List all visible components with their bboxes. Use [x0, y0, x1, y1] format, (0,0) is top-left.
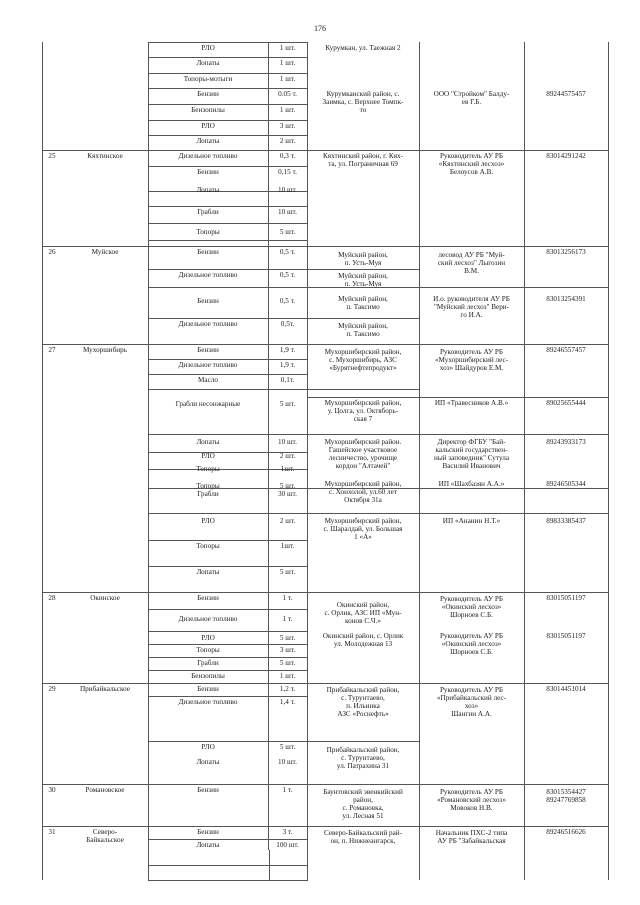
table-cell: 1 шт. [279, 44, 296, 52]
table-cell: 25 [48, 152, 56, 160]
table-cell: Масло [198, 376, 218, 384]
table-cell: Прибайкальский район, с. Турунтаево, ул. Патрахина 31 [326, 746, 400, 770]
table-cell: Мухоршибирский район, с. Шаралдай, ул. Большая 1 «А» [323, 517, 403, 541]
table-cell: 1 т. [282, 615, 293, 623]
table-cell: 1 шт. [279, 106, 296, 114]
table-cell: РЛО [201, 634, 215, 642]
table-cell: Муйский район, п. Таксимо [338, 295, 388, 311]
table-cell: Руководитель АУ РБ «Романовский лесхоз» Мовоков Н.В. [437, 788, 506, 812]
table-hline [42, 344, 609, 345]
table-hline [148, 631, 308, 632]
table-cell: Лопаты [196, 438, 220, 446]
table-cell: РЛО [201, 743, 215, 751]
table-hline [148, 566, 308, 567]
table-cell: Дизельное топливо [178, 361, 238, 369]
table-cell: 0,5т. [280, 320, 295, 328]
table-cell: Мухоршибирский район, с. Хонхолой, ул.60 лет Октября 31а [324, 480, 402, 504]
table-cell: Начальник ПХС-2 типа АУ РБ "Забайкальская [435, 829, 508, 845]
table-cell: Северо-Байкальский рай- он, п. Нижнеангарск, [323, 829, 403, 845]
table-hline [148, 206, 308, 207]
table-cell: 0,5 т. [279, 297, 296, 305]
table-cell: 83015051197 [546, 632, 586, 640]
table-hline [148, 741, 420, 742]
table-cell: РЛО [201, 44, 215, 52]
table-cell: Грабли несонжарные [175, 400, 241, 408]
table-cell: Муйский район, п. Усть-Муя [338, 272, 388, 288]
table-cell: 0,5 т. [279, 248, 296, 256]
table-cell: 5 шт. [279, 743, 296, 751]
table-cell: 1,4 т. [279, 698, 296, 706]
table-cell: Дизельное топливо [178, 615, 238, 623]
table-cell: 1 шт. [279, 59, 296, 67]
table-cell: 5 шт. [279, 568, 296, 576]
table-cell: Кяхтинское [87, 152, 123, 160]
table-cell: Курумкан, ул. Таежная 2 [325, 44, 401, 52]
table-hline [148, 540, 308, 541]
table-cell: 5 шт. [279, 228, 296, 236]
table-cell: Баунтовский эвенкийский район, с. Романовка, ул. Лесная 51 [323, 788, 403, 820]
table-cell: Бензин [197, 594, 219, 602]
table-cell: Бензин [197, 685, 219, 693]
table-cell: Лопаты [196, 137, 220, 145]
table-cell: Бензин [197, 828, 219, 836]
table-cell: 1шт. [280, 465, 295, 473]
table-cell: 1,2 т. [279, 685, 296, 693]
table-cell: 10 шт. [278, 758, 297, 766]
table-cell: Руководитель АУ РБ «Прибайкальский лес- хоз» Шангин А.А. [436, 686, 507, 718]
table-cell: Бензин [197, 90, 219, 98]
table-cell: Бензин [197, 168, 219, 176]
table-cell: 30 [48, 786, 56, 794]
table-cell: Лопаты [196, 841, 220, 849]
table-cell: Окинский район, с. Орлик ул. Молодежная 13 [322, 632, 404, 648]
table-cell: 5 шт. [279, 659, 296, 667]
table-cell: ИП «Травесников А.В.» [434, 399, 509, 407]
table-cell: Грабли [197, 208, 219, 216]
table-cell: Бензин [197, 346, 219, 354]
table-cell: Муйский район, п. Таксимо [338, 322, 388, 338]
table-cell: 2 шт. [279, 517, 296, 525]
table-cell: Дизельное топливо [178, 152, 238, 160]
table-cell: Дизельное топливо [178, 271, 238, 279]
table-cell: 5 шт. [279, 400, 296, 408]
table-cell: 28 [48, 594, 56, 602]
table-cell: Руководитель АУ РБ «Окинский лесхоз» Шорноев С.Б. [439, 632, 504, 656]
table-cell: Директор ФГБУ "Бай- кальский государствен- ный заповедник" Сутула Василий Иванович [433, 438, 510, 470]
table-cell: Романовское [85, 786, 125, 794]
table-cell: Бензопилы [191, 672, 225, 680]
table-cell: лесовод АУ РБ "Муй- ский лесхоз" Лыгозин В.М. [437, 251, 506, 275]
table-cell: 0.05 т. [278, 90, 297, 98]
table-cell: 83013256173 [546, 248, 586, 256]
table-cell: Дизельное топливо [178, 320, 238, 328]
table-hline [148, 880, 308, 881]
table-cell: 10 шт. [278, 208, 297, 216]
table-cell: 83013254391 [546, 295, 586, 303]
table-hline [148, 865, 308, 866]
table-cell: Мухоршибирский район, с. Мухоршибирь, АЗС «Бурятнефтепродукт» [324, 348, 402, 372]
table-cell: 83014291242 [546, 152, 586, 160]
table-cell: 2 шт. [279, 452, 296, 460]
table-cell: Топоры Грабли [196, 482, 220, 498]
table-cell: Прибайкальский район, с. Турунтаево, п. Ильинка АЗС «Роснефть» [326, 686, 400, 718]
table-cell: 10 шт. [278, 186, 297, 194]
table-cell: Топоры [196, 228, 220, 236]
table-cell: 1,9 т. [279, 346, 296, 354]
table-cell: 29 [48, 685, 56, 693]
table-cell: Кяхтинский район, г. Кях- та, ул. Пограничная 69 [322, 152, 403, 168]
table-hline [148, 513, 609, 514]
table-cell: Мухоршибирский район. Гашейское участковое лесничество, урочище кордон "Алтачей" [324, 438, 402, 470]
table-cell: 27 [48, 346, 56, 354]
table-cell: Топоры [196, 465, 220, 473]
table-cell: РЛО [201, 517, 215, 525]
table-cell: Бензин [197, 248, 219, 256]
table-hline [42, 150, 609, 151]
table-cell: 0,15 т. [278, 168, 297, 176]
table-cell: 5 шт. 30 шт. [278, 482, 297, 498]
table-hline [42, 784, 609, 785]
table-cell: Бензин [197, 786, 219, 794]
table-cell: 0,3 т. [279, 152, 296, 160]
table-cell: 89246557457 [546, 346, 586, 354]
table-cell: Лопаты [196, 568, 220, 576]
table-cell: 0,5 т. [279, 271, 296, 279]
table-hline [148, 42, 308, 43]
table-cell: Бензопилы [191, 106, 225, 114]
table-cell: 0,1т. [280, 376, 295, 384]
table-cell: Топоры [196, 646, 220, 654]
table-cell: 89246516626 [546, 828, 586, 836]
table-cell: Окинское [90, 594, 120, 602]
table-cell: Курумканский район, с. Заимка, с. Верхнее Томпк- то [322, 90, 404, 114]
table-cell: ИП «Шахбазян А.А.» [438, 480, 505, 488]
table-cell: 3 т. [282, 828, 293, 836]
table-cell: Лопаты [196, 186, 220, 194]
table-cell: 83014451014 [546, 685, 586, 693]
table-cell: Бензин [197, 297, 219, 305]
table-cell: Прибайкальское [79, 685, 130, 693]
table-cell: Лопаты [196, 758, 220, 766]
table-cell: Руководитель АУ РБ «Мухоршибирский лес- хоз» Шайдуров Е.М. [434, 348, 509, 372]
table-cell: ООО "Стройком" Балду- ев Г.Б. [433, 90, 510, 106]
table-cell: Мухоршибирь [82, 346, 128, 354]
table-cell: 100 шт. [276, 841, 299, 849]
table-cell: ИП «Ананин Н.Т.» [442, 517, 501, 525]
table-hline [148, 434, 609, 435]
table-cell: 10 шт. [278, 438, 297, 446]
table-cell: 1шт. [280, 542, 295, 550]
table-cell: 83015051197 [546, 594, 586, 602]
table-cell: 89243933173 [546, 438, 586, 446]
table-cell: Руководитель АУ РБ «Кяхтинский лесхоз» Белоусов А.В. [438, 152, 505, 176]
table-cell: Топоры [196, 542, 220, 550]
table-cell: 1,9 т. [279, 361, 296, 369]
table-hline [148, 318, 420, 319]
table-cell: 2 шт. [279, 137, 296, 145]
table-hline [42, 246, 609, 247]
table-cell: 83015354427 89247769858 [546, 788, 586, 804]
table-hline [307, 397, 609, 398]
table-cell: Окинский район, с. Орлик, АЗС ИП «Мун- конов С.Ч.» [324, 601, 402, 625]
table-cell: 89833385437 [546, 517, 586, 525]
table-cell: 89246505344 [546, 480, 586, 488]
table-cell: 1 т. [282, 786, 293, 794]
table-cell: 26 [48, 248, 56, 256]
table-cell: Муйский район, п. Усть-Муя [338, 251, 388, 267]
table-cell: 1 т. [282, 594, 293, 602]
table-cell: 31 [48, 828, 56, 836]
table-cell: 1 шт. [279, 75, 296, 83]
table-hline [42, 592, 609, 593]
table-cell: 5 шт. [279, 634, 296, 642]
table-cell: Грабли [197, 659, 219, 667]
page-number: 176 [314, 24, 326, 33]
table-cell: 89244575457 [546, 90, 586, 98]
table-cell: 1 шт. [279, 672, 296, 680]
table-cell: И.о. руководителя АУ РБ "Муйский лесхоз" Вери- го И.А. [433, 295, 510, 319]
table-cell: Дизельное топливо [178, 698, 238, 706]
table-cell: 89025655444 [546, 399, 586, 407]
table-cell: Северо- Байкальское [86, 828, 124, 844]
table-vline [608, 42, 609, 880]
table-hline [42, 683, 609, 684]
table-cell: РЛО [201, 122, 215, 130]
table-cell: Руководитель АУ РБ «Окинский лесхоз» Шорноев С.Б. [439, 595, 504, 619]
table-cell: Лопаты [196, 59, 220, 67]
table-cell: 3 шт. [279, 646, 296, 654]
table-cell: Топоры-мотыги [183, 75, 233, 83]
table-cell: Муйское [91, 248, 119, 256]
table-cell: Мухоршибирский район, у. Цолга, ул. Октяборь- ская 7 [324, 399, 402, 423]
table-cell: 3 шт. [279, 122, 296, 130]
table-cell: РЛО [201, 452, 215, 460]
